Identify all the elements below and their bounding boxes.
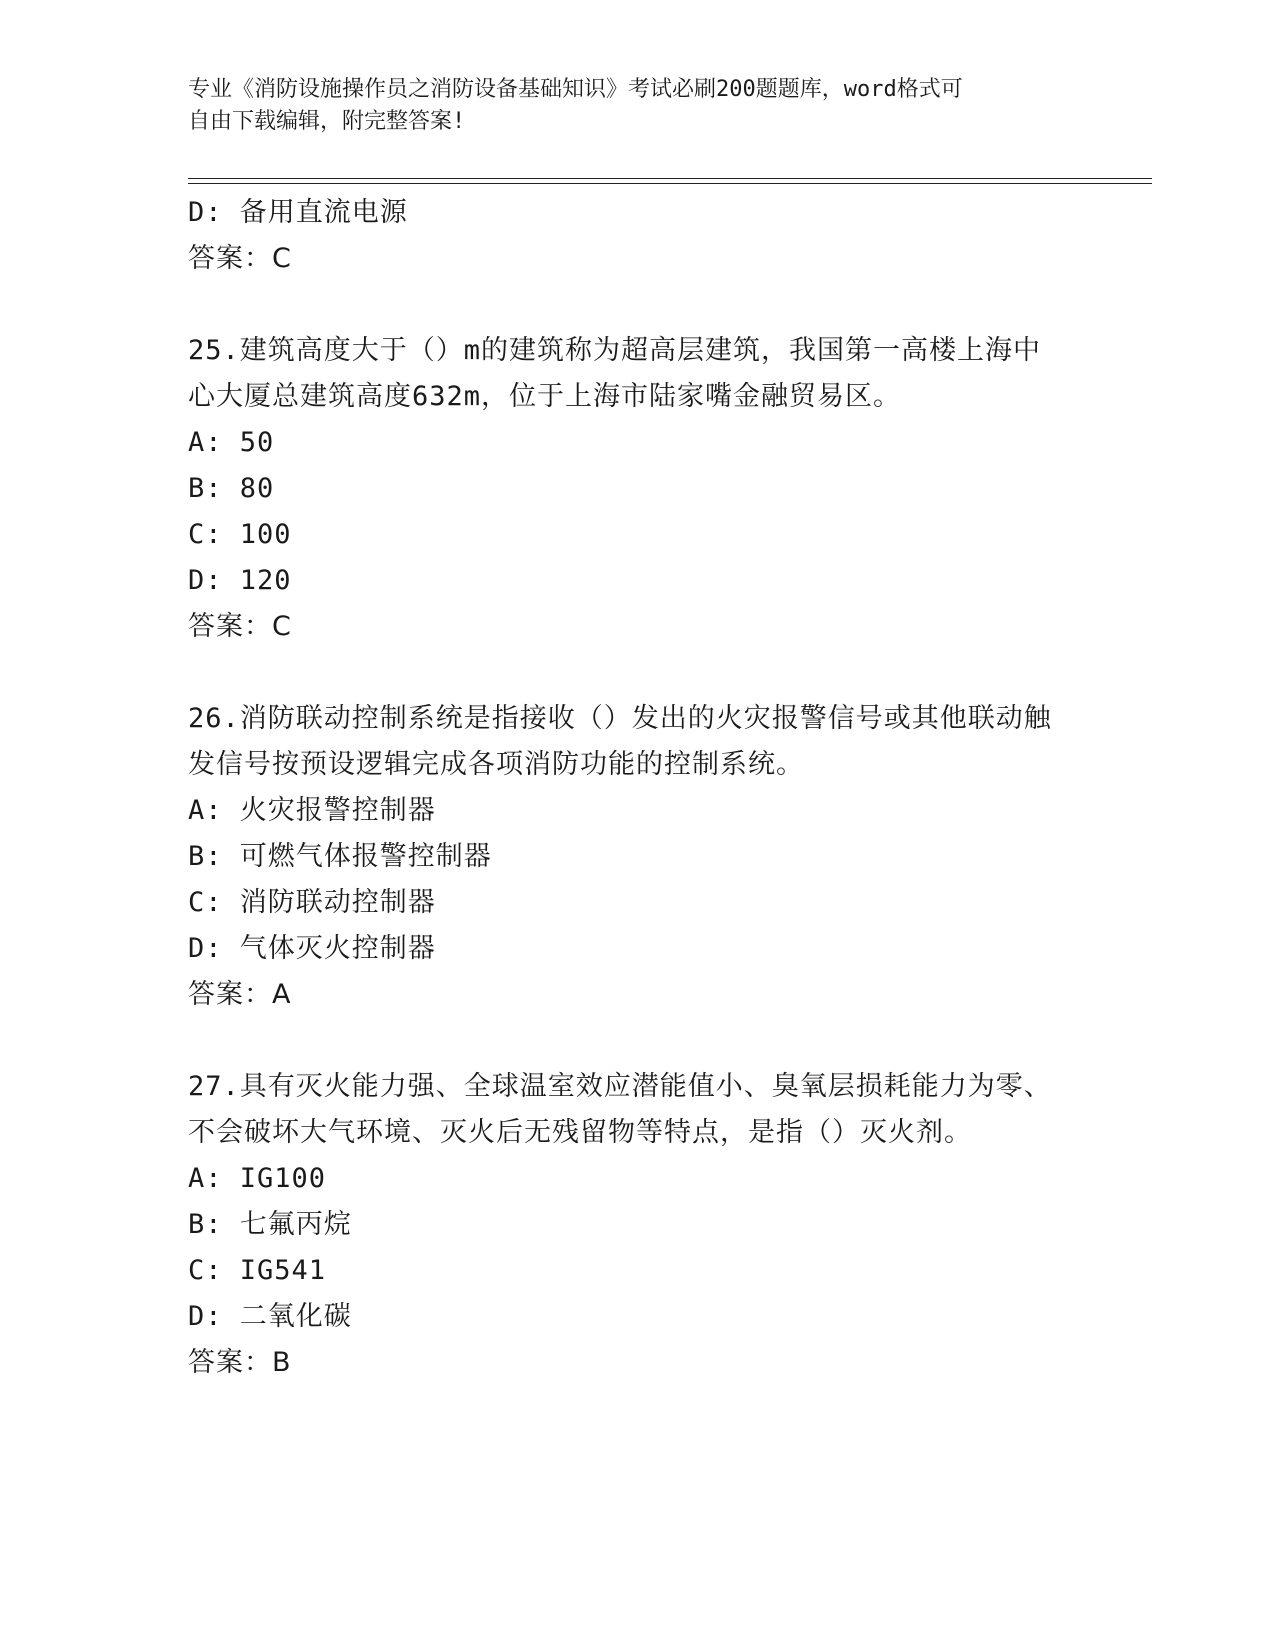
question-stem-line-2: 心大厦总建筑高度632m，位于上海市陆家嘴金融贸易区。 xyxy=(188,381,902,412)
option-a: A: IG100 xyxy=(188,1163,327,1194)
previous-question-tail xyxy=(188,190,1088,282)
spacer xyxy=(188,282,1088,328)
question-25 xyxy=(188,328,1088,650)
option-d: D: 二氧化碳 xyxy=(188,1301,352,1332)
answer-line: 答案：C xyxy=(188,611,292,642)
option-b: B: 可燃气体报警控制器 xyxy=(188,841,492,872)
option-d: D: 120 xyxy=(188,565,292,596)
spacer xyxy=(188,1018,1088,1064)
question-stem-line-2: 发信号按预设逻辑完成各项消防功能的控制系统。 xyxy=(188,749,804,780)
option-a: A: 火灾报警控制器 xyxy=(188,795,436,826)
document-body xyxy=(188,190,1088,1386)
question-26 xyxy=(188,696,1088,1018)
answer-line: 答案：A xyxy=(188,979,292,1010)
header-line-1: 专业《消防设施操作员之消防设备基础知识》考试必刷200题题库，word格式可 xyxy=(188,77,963,102)
question-stem-line-2: 不会破坏大气环境、灭火后无残留物等特点，是指（）灭火剂。 xyxy=(188,1117,972,1148)
option-d: D: 气体灭火控制器 xyxy=(188,933,436,964)
option-b: B: 七氟丙烷 xyxy=(188,1209,352,1240)
question-27 xyxy=(188,1064,1088,1386)
option-d: D: 备用直流电源 xyxy=(188,197,408,228)
header-line-2: 自由下载编辑，附完整答案! xyxy=(188,109,466,134)
question-stem-line-1: 27.具有灭火能力强、全球温室效应潜能值小、臭氧层损耗能力为零、 xyxy=(188,1071,1052,1102)
document-header xyxy=(188,74,1068,138)
answer-line: 答案：B xyxy=(188,1347,292,1378)
question-stem-line-1: 25.建筑高度大于（）m的建筑称为超高层建筑，我国第一高楼上海中 xyxy=(188,335,1042,366)
header-divider-top xyxy=(188,178,1152,179)
option-c: C: 100 xyxy=(188,519,292,550)
answer-line: 答案：C xyxy=(188,243,292,274)
question-stem-line-1: 26.消防联动控制系统是指接收（）发出的火灾报警信号或其他联动触 xyxy=(188,703,1052,734)
spacer xyxy=(188,650,1088,696)
option-b: B: 80 xyxy=(188,473,275,504)
header-divider-bottom xyxy=(188,183,1152,184)
option-c: C: 消防联动控制器 xyxy=(188,887,436,918)
option-c: C: IG541 xyxy=(188,1255,327,1286)
option-a: A: 50 xyxy=(188,427,275,458)
